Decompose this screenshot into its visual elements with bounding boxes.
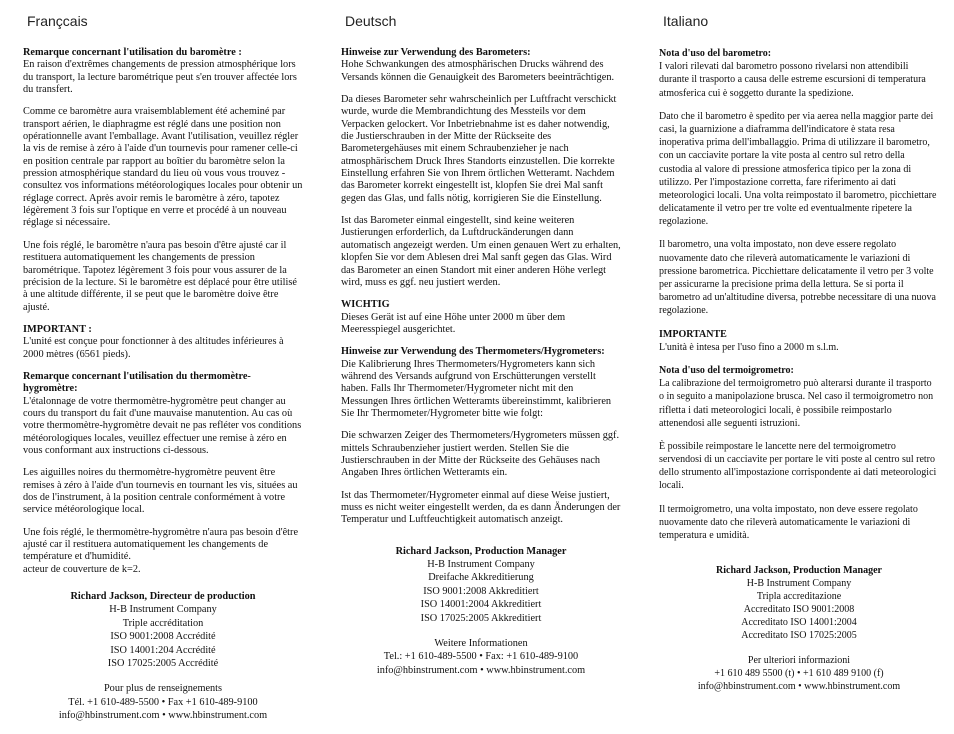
contact-web: info@hbinstrument.com • www.hbinstrument.com — [697, 681, 901, 693]
signature-block — [23, 590, 303, 670]
contact-title: Weitere Informationen — [434, 637, 528, 649]
section — [341, 94, 621, 205]
section-text: Une fois réglé, le baromètre n'aura pas besoin d'être ajusté car il restituera automatiquement les changements de pression barométrique. Tapotez légèrement 3 fois pour vous assurer de la précision de la lecture. Si le baromètre est déplacé pour être utilisé à une altitude différente, il se peut que le baromètre doive être ajusté. — [23, 239, 297, 313]
section-text: Hohe Schwankungen des atmosphärischen Drucks während des Versands können die Genauigkeit des Barometers beeinträchtigen. — [341, 59, 615, 83]
contact-phone: +1 610 489 5500 (t) • +1 610 489 9100 (f) — [714, 668, 884, 680]
section — [659, 328, 939, 354]
section — [23, 47, 303, 96]
signature-block — [341, 545, 621, 625]
signature-line: ISO 9001:2008 Accrédité — [110, 631, 216, 643]
section-title: IMPORTANT : — [23, 323, 92, 335]
column-heading: Italiano — [663, 13, 709, 29]
section-text: I valori rilevati dal barometro possono rivelarsi non attendibili durante il trasporto a causa delle estreme escursioni di temperatura atmosferica cui è soggetto durante la spedizione. — [659, 61, 926, 99]
signature-line: Accreditato ISO 17025:2005 — [741, 630, 857, 642]
section — [659, 440, 939, 493]
section-text: L'étalonnage de votre thermomètre-hygromètre peut changer au cours du transport du fait d'une mauvaise manutention. Au cas où votre thermomètre-hygromètre devait ne pas refléter vos conditions météorologiques locales, veuillez effectuer une remise à zéro en vous conformant aux instructions ci-dessous. — [23, 395, 302, 456]
signature-line: ISO 14001:204 Accrédité — [110, 644, 216, 656]
section — [341, 490, 621, 527]
section-text: Die Kalibrierung Ihres Thermometers/Hygrometers kann sich während des Versands aufgrund von Erschütterungen verstellt haben. Falls Ihr Thermometer/Hygrometer nicht mit den Messungen Ihres örtlichen Wetteramts übereinstimmt, kalibrieren Sie Ihr Thermometer/Hygrometer bitte wie folgt: — [341, 358, 612, 419]
section-text: Il barometro, una volta impostato, non deve essere regolato nuovamente dato che rileverà automaticamente le variazioni di pressione barometrica. Picchiettare delicatamente il vetro per 3 volte per assicurarne la precisione prima della lettura. Se si porta il barometro ad un'altitudine diversa, potrebbe necessitare di una nuova regolazione. — [659, 239, 936, 317]
section-text: Il termoigrometro, una volta impostato, non deve essere regolato nuovamente dato che rileverà automaticamente le variazioni di temperatura e umidità. — [659, 503, 918, 541]
signature-line: H-B Instrument Company — [746, 578, 852, 590]
contact-web: info@hbinstrument.com • www.hbinstrument.com — [58, 710, 268, 722]
signature-block — [659, 564, 939, 642]
signature-line: Triple accréditation — [122, 617, 204, 629]
column-body — [659, 47, 939, 693]
column-heading: Deutsch — [345, 13, 397, 29]
section — [659, 238, 939, 317]
section — [23, 240, 303, 314]
section — [659, 47, 939, 100]
section — [341, 299, 621, 336]
column-heading: Françcais — [27, 13, 88, 29]
contact-block — [23, 682, 303, 722]
section-text: Une fois réglé, le thermomètre-hygromètre n'aura pas besoin d'être ajusté car il restituera automatiquement les changements de température et d'humidité. acteur de couverture de k=2. — [23, 526, 299, 575]
section-title: IMPORTANTE — [659, 328, 727, 340]
signature-name: Richard Jackson, Directeur de production — [70, 591, 256, 603]
section-title: Nota d'uso del termoigrometro: — [659, 364, 794, 376]
section-text: L'unità è intesa per l'uso fino a 2000 m s.l.m. — [659, 341, 839, 353]
section-title: Hinweise zur Verwendung des Barometers: — [341, 47, 531, 58]
section — [659, 364, 939, 430]
contact-title: Per ulteriori informazioni — [747, 655, 851, 667]
signature-line: Dreifache Akkreditierung — [428, 572, 534, 584]
section — [23, 371, 303, 457]
section — [341, 47, 621, 84]
contact-block — [659, 654, 939, 693]
signature-line: H-B Instrument Company — [109, 604, 217, 616]
section-title: Remarque concernant l'utilisation du baromètre : — [23, 47, 242, 58]
signature-line: ISO 17025:2005 Akkreditiert — [420, 612, 542, 624]
section-text: È possibile reimpostare le lancette nere del termoigrometro servendosi di un cacciavite per portare le viti poste al centro sul retro dello strumento all'impostazione corrispondente ai dati meteorologici locali. — [659, 440, 937, 492]
section — [23, 106, 303, 229]
section-title: Remarque concernant l'utilisation du thermomètre-hygromètre: — [23, 370, 251, 395]
contact-web: info@hbinstrument.com • www.hbinstrument.com — [376, 664, 586, 676]
section — [341, 430, 621, 479]
section-text: Da dieses Barometer sehr wahrscheinlich per Luftfracht verschickt wurde, wurde die Membrandichtung des Messteils vor dem Verpacken gelockert. Vor Inbetriebnahme ist es daher notwendig, die Justierschrauben in der Mitte der Rückseite des Barometergehäuses mit einem Schraubenzieher je nach atmosphärischem Druck Ihres Standorts einzustellen. Die korrekte Einstellung erfahren Sie von Ihrem örtlichen Wetteramt. Nachdem das Barometer korrekt eingestellt ist, klopfen Sie drei Mal sanft gegen das Glas, und falls nötig, korrigieren Sie die Einstellung. — [341, 94, 617, 204]
section-text: Dieses Gerät ist auf eine Höhe unter 2000 m über dem Meeresspiegel ausgerichtet. — [341, 311, 566, 335]
section — [23, 467, 303, 516]
section — [341, 215, 621, 289]
section-text: Les aiguilles noires du thermomètre-hygromètre peuvent être remises à zéro à l'aide d'un tournevis en tournant les vis, situées au dos de l'instrument, à la position centrale conformément à votre service météorologique local. — [23, 467, 298, 516]
section — [659, 110, 939, 229]
section-title: Hinweise zur Verwendung des Thermometers/Hygrometers: — [341, 346, 605, 358]
column-body — [341, 47, 621, 677]
section-text: Comme ce baromètre aura vraisemblablement été acheminé par transport aérien, le diaphragme est réglé dans une position non opérationnelle avant l'emballage. Avant l'utilisation, veuillez régler la vis de remise à zéro à l'aide d'un tournevis pour ramener celle-ci en position centrale par rapport au boîtier du baromètre selon la pression atmosphérique standard du lieu où vous vous trouvez - consultez vos informations météorologiques locales pour obtenir un réglage correct. Après avoir remis le baromètre à zéro, tapotez légèrement 3 fois sur l'optique en verre et procédé à un nouveau réglage si nécessaire. — [23, 106, 303, 229]
contact-phone: Tel.: +1 610-489-5500 • Fax: +1 610-489-9100 — [383, 651, 579, 663]
signature-line: Accreditato ISO 14001:2004 — [741, 617, 857, 629]
signature-line: ISO 17025:2005 Accrédité — [107, 657, 219, 669]
section-text: L'unité est conçue pour fonctionner à des altitudes inférieures à 2000 mètres (6561 pieds). — [23, 336, 284, 360]
section-text: Ist das Barometer einmal eingestellt, sind keine weiteren Justierungen erforderlich, da Luftdruckänderungen dann automatisch angezeigt werden. Um einen genauen Wert zu erhalten, klopfen Sie vor dem Ablesen drei Mal sanft gegen das Glas. Wird das Barometer an einen Standort mit einer anderen Höhe verlegt wird, muss es ggf. neu justiert werden. — [341, 215, 621, 288]
signature-line: Tripla accreditazione — [756, 591, 842, 603]
column-body — [23, 47, 303, 722]
signature-line: H-B Instrument Company — [427, 559, 535, 571]
signature-name: Richard Jackson, Production Manager — [716, 565, 882, 577]
section-text: La calibrazione del termoigrometro può alterarsi durante il trasporto o in seguito a manipolazione brusca. Nel caso il termoigrometro non rifletta i dati meteorologici locali, è possibile reimpostarlo attenendosi alle seguenti istruzioni. — [659, 378, 934, 429]
section — [23, 324, 303, 361]
section-title: WICHTIG — [341, 299, 390, 311]
section — [659, 503, 939, 543]
contact-title: Pour plus de renseignements — [103, 683, 223, 695]
section-title: Nota d'uso del barometro: — [659, 48, 772, 59]
section — [341, 346, 621, 420]
section-text: Dato che il barometro è spedito per via aerea nella maggior parte dei casi, la guarnizione a diaframma dell'indicatore è stata resa inoperativa prima dell'imballaggio. Prima di utilizzare il barometro, con un cacciavite portare la vite posta al centro sul retro della custodia al valore di pressione atmosferica tipico per la zona di utilizzo. Per l'impostazione corretta, fare riferimento ai dati meteorologici locali. Una volta reimpostato il barometro, picchiettare delicatamente il vetro per tre volte ed eventualmente ripetere la regolazione. — [659, 110, 937, 228]
signature-name: Richard Jackson, Production Manager — [395, 545, 567, 557]
contact-block — [341, 637, 621, 677]
contact-phone: Tél. +1 610-489-5500 • Fax +1 610-489-9100 — [68, 696, 258, 708]
section-text: En raison d'extrêmes changements de pression atmosphérique lors du transport, la lecture barométrique peut s'en trouver affectée lors du transfert. — [23, 59, 297, 96]
section-text: Ist das Thermometer/Hygrometer einmal auf diese Weise justiert, muss es nicht weiter eingestellt werden, da es dann Änderungen der Temperatur und Luftfeuchtigkeit automatisch anzeigt. — [341, 489, 621, 526]
signature-line: ISO 14001:2004 Akkreditiert — [420, 599, 542, 611]
section — [23, 527, 303, 576]
section-text: Die schwarzen Zeiger des Thermometers/Hygrometers müssen ggf. mittels Schraubenzieher justiert werden. Stellen Sie die Justierschrauben in der Mitte der Rückseite des Gehäuses nach Angaben Ihres örtlichen Wetteramts ein. — [341, 430, 620, 479]
signature-line: Accreditato ISO 9001:2008 — [743, 604, 855, 616]
signature-line: ISO 9001:2008 Akkreditiert — [423, 585, 539, 597]
